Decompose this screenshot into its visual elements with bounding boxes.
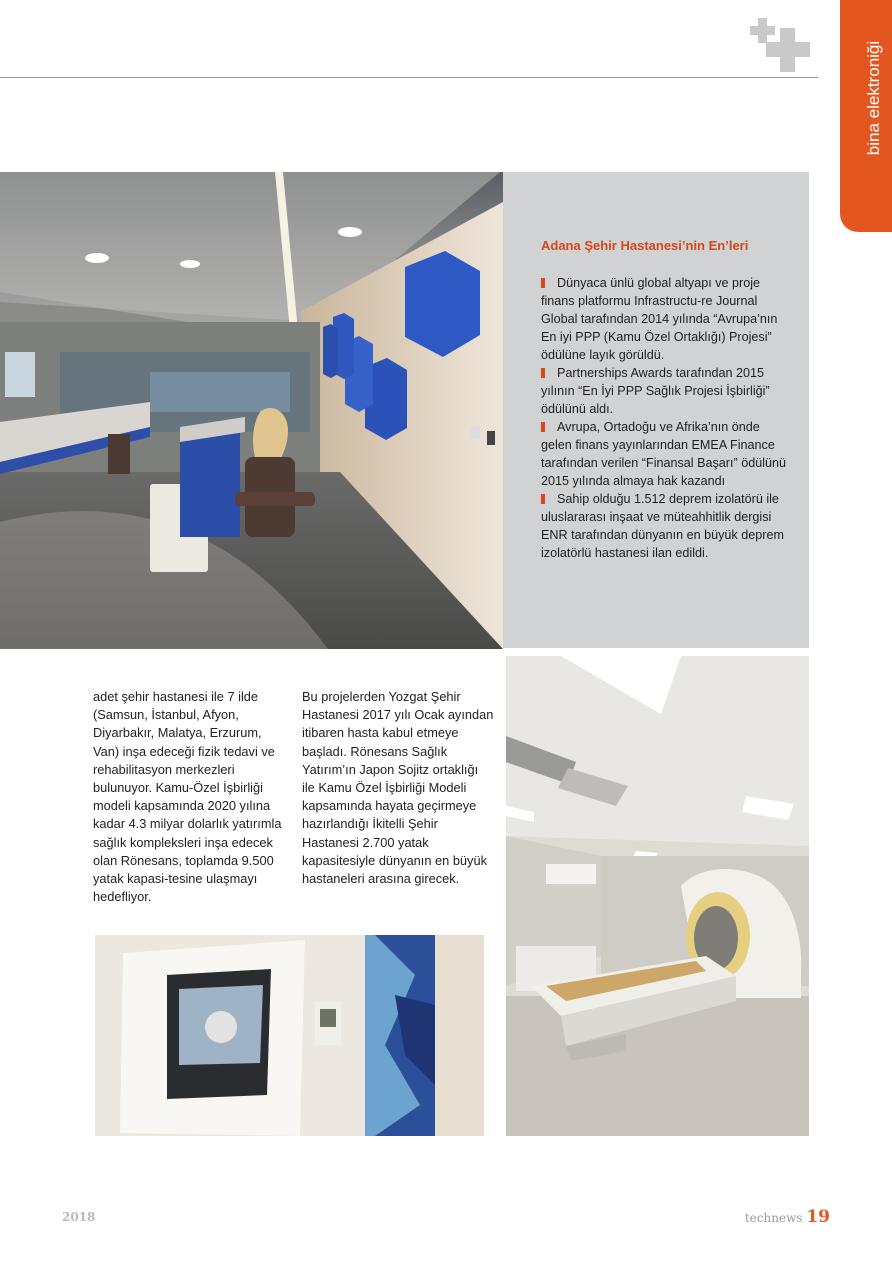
- list-item: Sahip olduğu 1.512 deprem izolatörü ile uluslararası inşaat ve müteahhitlik dergisi ENR tarafından dünyanın en büyük deprem izolatörlü hastanesi ilan edildi.: [541, 492, 784, 560]
- highlights-box: [503, 172, 809, 648]
- bullet-icon: [541, 278, 545, 288]
- list-item: Dünyaca ünlü global altyapı ve proje finans platformu Infrastructu-re Journal Global tarafından 2014 yılında “Avrupa’nın En iyi PPP (Kamu Özel Ortaklığı) Projesi” ödülüne layık görüldü.: [541, 276, 778, 362]
- ct-scanner-photo: [506, 656, 809, 1136]
- control-panel-photo: [95, 935, 484, 1136]
- highlights-list: [541, 274, 787, 562]
- footer-magazine: [745, 1207, 830, 1227]
- control-room-photo: [0, 172, 503, 649]
- list-item: Avrupa, Ortadoğu ve Afrika’nın önde gelen finans yayınlarından EMEA Finance tarafından verilen “Finansal Başarı” ödülünü 2015 yılında almaya hak kazandı: [541, 420, 787, 488]
- plus-icon: [750, 18, 814, 72]
- bullet-icon: [541, 494, 545, 504]
- section-tab: [840, 0, 892, 232]
- list-item: Partnerships Awards tarafından 2015 yılının “En İyi PPP Sağlık Projesi İşbirliği” ödülünü aldı.: [541, 366, 770, 416]
- highlights-title: Adana Şehir Hastanesi’nin En’leri: [541, 238, 749, 253]
- header-rule: [0, 77, 818, 78]
- page-number: 19: [806, 1207, 830, 1227]
- body-column-1: adet şehir hastanesi ile 7 ilde (Samsun, İstanbul, Afyon, Diyarbakır, Malatya, Erzurum, Van) inşa edeceği fizik tedavi ve rehabilitasyon merkezleri bulunuyor. Kamu-Özel İşbirliği modeli kapsamında 2020 yılına kadar 4.3 milyar dolarlık yatırımla sağlık kompleksleri inşa edecek olan Rönesans, toplamda 9.500 yatak kapasi-tesine ulaşmayı hedefliyor.: [93, 689, 282, 905]
- body-column-2: Bu projelerden Yozgat Şehir Hastanesi 2017 yılı Ocak ayından itibaren hasta kabul etmeye başladı. Rönesans Sağlık Yatırım’ın Japon Sojitz ortaklığı ile Kamu Özel İşbirliği Modeli kapsamında hayata geçirmeye hazırlandığı İkitelli Şehir Hastanesi 2.700 yatak kapasitesiyle dünyanın en büyük hastaneleri arasına girecek.: [302, 689, 494, 887]
- bullet-icon: [541, 368, 545, 378]
- magazine-name: technews: [744, 1211, 803, 1225]
- bullet-icon: [541, 422, 545, 432]
- section-tab-label: bina elektroniği: [864, 40, 883, 156]
- footer-year: 2018: [62, 1210, 96, 1224]
